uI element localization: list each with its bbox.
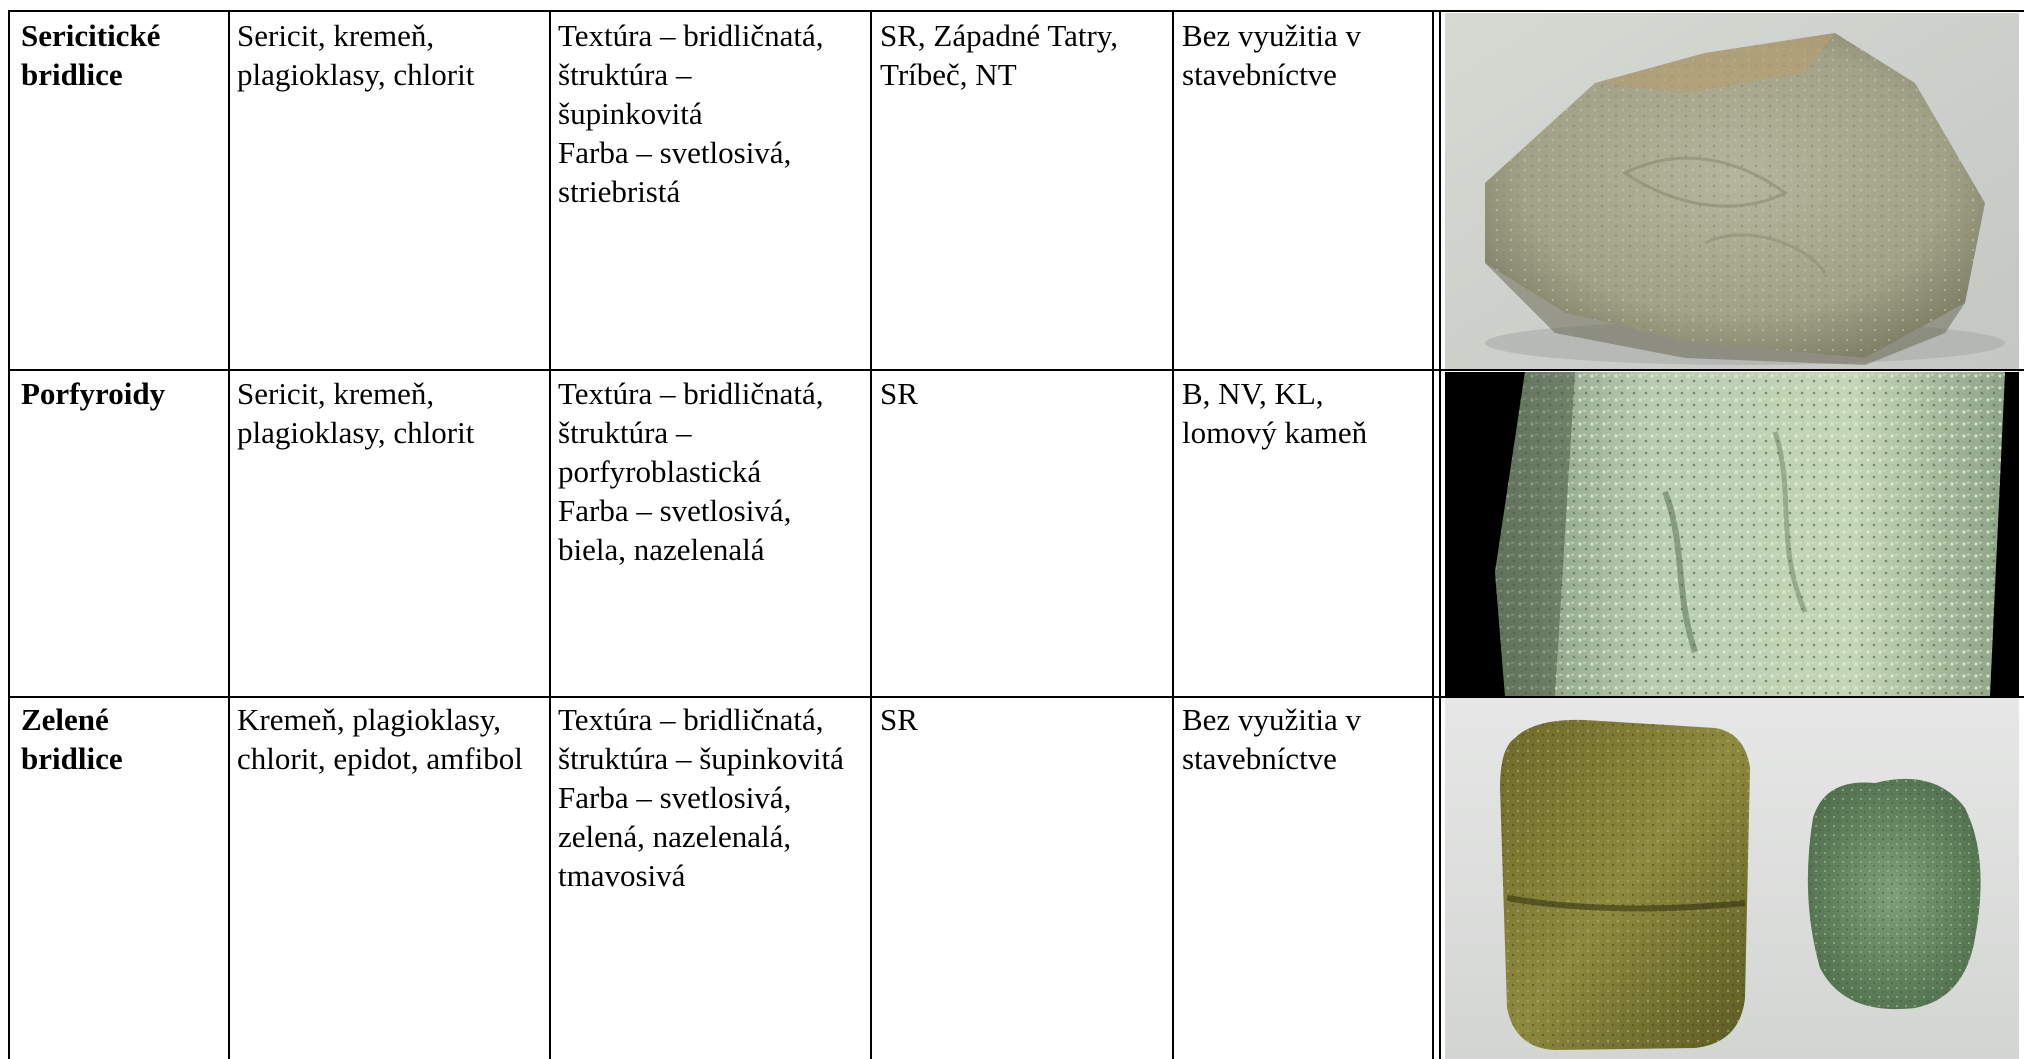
- porphyroid-photo: [1445, 372, 2019, 696]
- texture-structure-color: Textúra – bridličnatá, štruktúra – šupinkovitá Farba – svetlosivá, zelená, nazelenalá, tmavosivá: [558, 702, 844, 893]
- table-top-border: [8, 10, 2024, 12]
- column-divider: [228, 10, 230, 1059]
- mineral-composition: Sericit, kremeň, plagioklasy, chlorit: [237, 18, 475, 92]
- column-divider: [870, 10, 872, 1059]
- column-divider: [1172, 10, 1174, 1059]
- sericite-schist-photo: [1445, 13, 2019, 369]
- column-divider: [549, 10, 551, 1059]
- row-divider: [8, 369, 2024, 371]
- rock-name: Porfyroidy: [21, 376, 166, 411]
- column-divider: [8, 10, 10, 1059]
- mineral-composition: Sericit, kremeň, plagioklasy, chlorit: [237, 376, 475, 450]
- construction-usage: Bez využitia v stavebníctve: [1182, 702, 1362, 776]
- occurrence-locality: SR, Západné Tatry, Tríbeč, NT: [880, 18, 1119, 92]
- construction-usage: Bez využitia v stavebníctve: [1182, 18, 1362, 92]
- column-divider: [1439, 10, 1441, 1059]
- construction-usage: B, NV, KL, lomový kameň: [1182, 376, 1368, 450]
- occurrence-locality: SR: [880, 376, 918, 411]
- rock-name: Sericitické bridlice: [21, 18, 161, 92]
- texture-structure-color: Textúra – bridličnatá, štruktúra – porfyroblastická Farba – svetlosivá, biela, nazelenalá: [558, 376, 824, 567]
- rock-name: Zelené bridlice: [21, 702, 123, 776]
- texture-structure-color: Textúra – bridličnatá, štruktúra – šupinkovitá Farba – svetlosivá, striebristá: [558, 18, 824, 209]
- occurrence-locality: SR: [880, 702, 918, 737]
- column-divider: [1432, 10, 1434, 1059]
- green-schist-photo: [1445, 698, 2019, 1059]
- mineral-composition: Kremeň, plagioklasy, chlorit, epidot, amfibol: [237, 702, 523, 776]
